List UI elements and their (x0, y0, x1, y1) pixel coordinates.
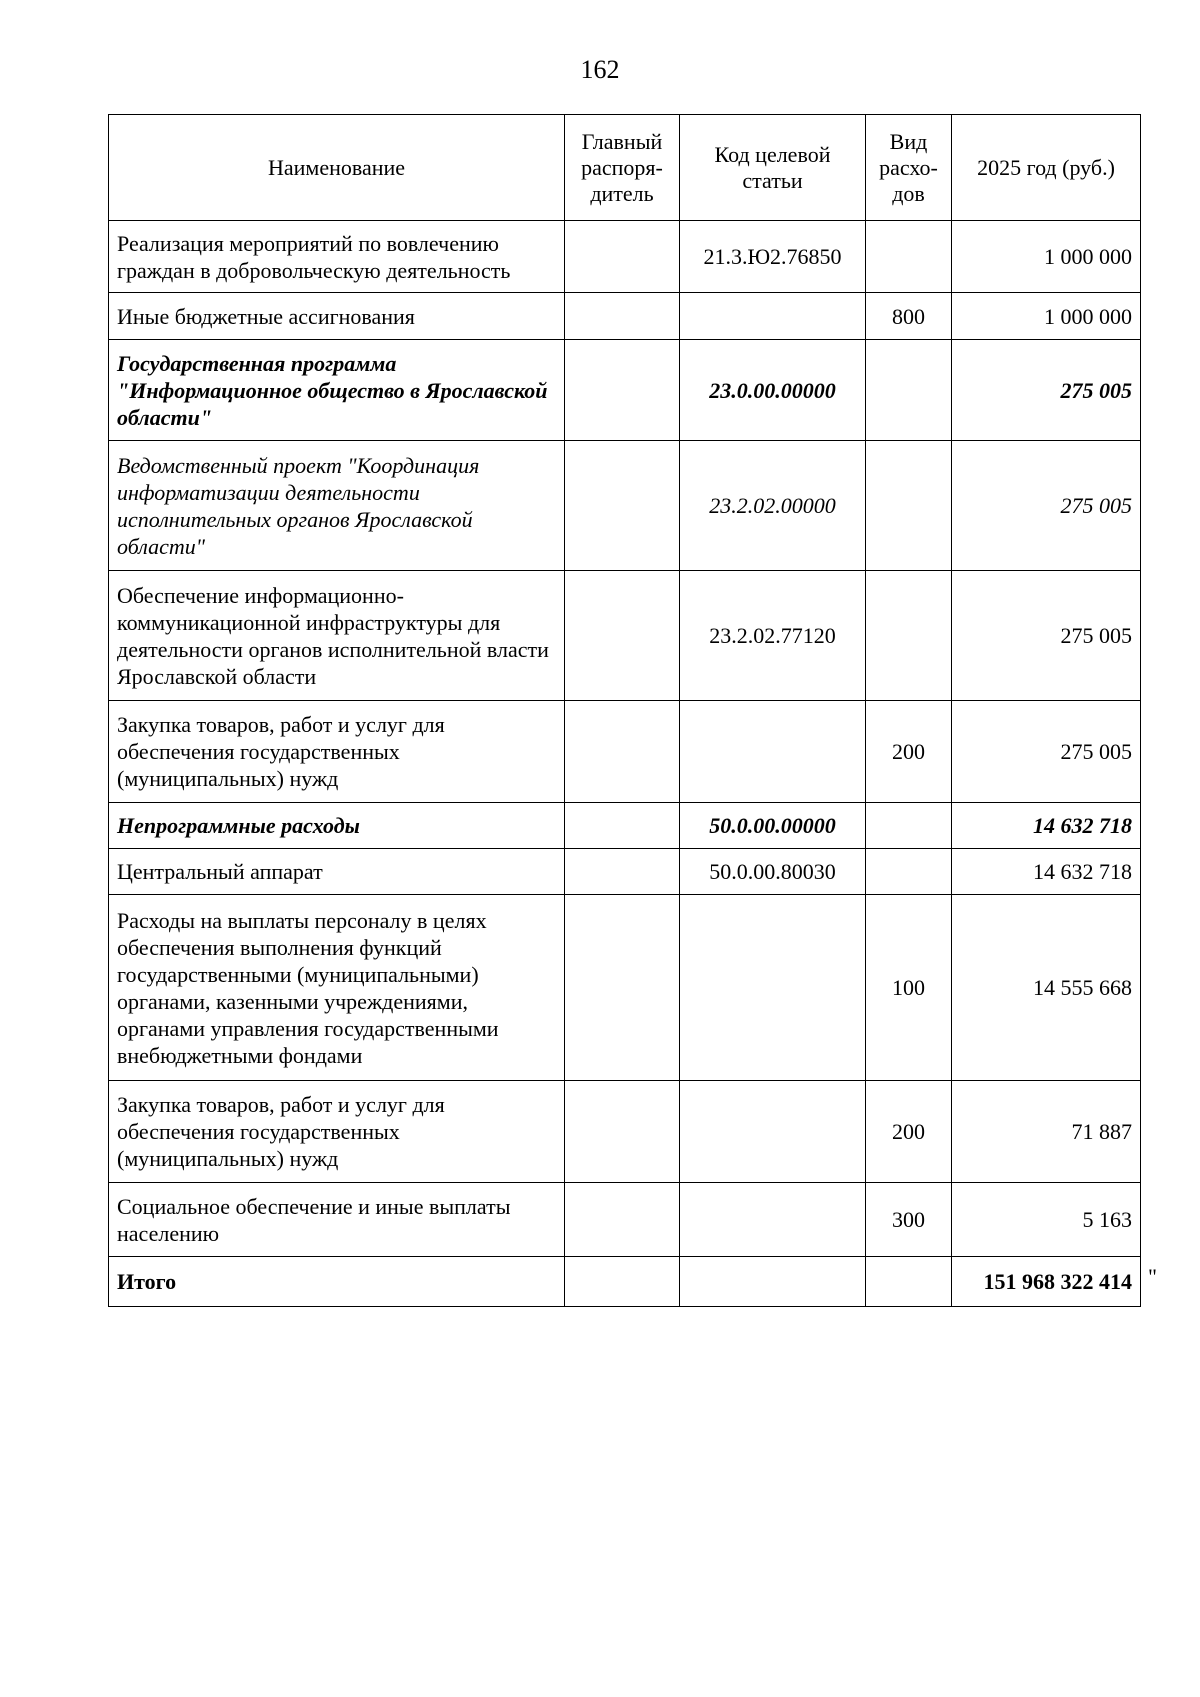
table-row-total (109, 1257, 1141, 1307)
row-vid: 200 (866, 701, 952, 803)
row-vid (866, 849, 952, 895)
row-chief (565, 895, 680, 1081)
row-sum: 71 887 (952, 1081, 1141, 1183)
header-name: Наименование (109, 115, 565, 221)
row-name: Социальное обеспечение и иные выплаты населению (109, 1183, 565, 1257)
row-code (680, 701, 866, 803)
row-code (680, 1257, 866, 1307)
row-name: Закупка товаров, работ и услуг для обеспечения государственных (муниципальных) нужд (109, 1081, 565, 1183)
row-code (680, 1183, 866, 1257)
row-name: Ведомственный проект "Координация информатизации деятельности исполнительных органов Ярославской области" (109, 441, 565, 571)
row-sum: 14 555 668 (952, 895, 1141, 1081)
row-sum: 5 163 (952, 1183, 1141, 1257)
row-chief (565, 1081, 680, 1183)
row-name: Непрограммные расходы (109, 803, 565, 849)
row-vid (866, 803, 952, 849)
row-vid: 800 (866, 293, 952, 340)
row-vid (866, 441, 952, 571)
row-code (680, 1081, 866, 1183)
row-code: 23.2.02.77120 (680, 571, 866, 701)
row-code (680, 293, 866, 340)
row-chief (565, 1183, 680, 1257)
row-chief (565, 441, 680, 571)
row-name: Иные бюджетные ассигнования (109, 293, 565, 340)
row-code (680, 895, 866, 1081)
row-sum: 151 968 322 414 (952, 1257, 1141, 1307)
table-row (109, 849, 1141, 895)
row-vid (866, 571, 952, 701)
row-name: Закупка товаров, работ и услуг для обеспечения государственных (муниципальных) нужд (109, 701, 565, 803)
row-code: 21.3.Ю2.76850 (680, 221, 866, 293)
closing-quote-mark: " (1148, 1264, 1157, 1289)
row-chief (565, 803, 680, 849)
row-name: Реализация мероприятий по вовлечению граждан в добровольческую деятельность (109, 221, 565, 293)
row-chief (565, 293, 680, 340)
row-chief (565, 701, 680, 803)
header-code: Код целевой статьи (680, 115, 866, 221)
row-code: 50.0.00.00000 (680, 803, 866, 849)
row-sum: 14 632 718 (952, 803, 1141, 849)
row-chief (565, 340, 680, 441)
row-chief (565, 849, 680, 895)
header-sum: 2025 год (руб.) (952, 115, 1141, 221)
row-code: 23.2.02.00000 (680, 441, 866, 571)
table-row (109, 221, 1141, 293)
row-chief (565, 1257, 680, 1307)
row-sum: 1 000 000 (952, 221, 1141, 293)
row-name: Обеспечение информационно-коммуникационной инфраструктуры для деятельности органов исполнительной власти Ярославской области (109, 571, 565, 701)
table-row (109, 1081, 1141, 1183)
table-row (109, 293, 1141, 340)
header-chief: Главный распоря-дитель (565, 115, 680, 221)
table-row-program (109, 803, 1141, 849)
table-row (109, 895, 1141, 1081)
header-vid: Вид расхо-дов (866, 115, 952, 221)
row-sum: 275 005 (952, 340, 1141, 441)
table-row (109, 571, 1141, 701)
row-vid (866, 221, 952, 293)
budget-table (108, 114, 1141, 1307)
row-code: 50.0.00.80030 (680, 849, 866, 895)
row-name: Расходы на выплаты персоналу в целях обеспечения выполнения функций государственными (муниципальными) органами, казенными учреждениями, органами управления государственными внебюджетными фондами (109, 895, 565, 1081)
row-sum: 1 000 000 (952, 293, 1141, 340)
row-name: Итого (109, 1257, 565, 1307)
row-vid: 200 (866, 1081, 952, 1183)
row-code: 23.0.00.00000 (680, 340, 866, 441)
table-row-project (109, 441, 1141, 571)
row-chief (565, 571, 680, 701)
row-sum: 275 005 (952, 571, 1141, 701)
row-vid: 300 (866, 1183, 952, 1257)
table-row (109, 701, 1141, 803)
row-name: Государственная программа "Информационное общество в Ярославской области" (109, 340, 565, 441)
row-vid (866, 1257, 952, 1307)
row-sum: 275 005 (952, 701, 1141, 803)
page-number: 162 (580, 55, 620, 84)
row-vid: 100 (866, 895, 952, 1081)
table-header-row (109, 115, 1141, 221)
row-vid (866, 340, 952, 441)
row-sum: 14 632 718 (952, 849, 1141, 895)
table-row-program (109, 340, 1141, 441)
row-sum: 275 005 (952, 441, 1141, 571)
row-chief (565, 221, 680, 293)
table-row (109, 1183, 1141, 1257)
row-name: Центральный аппарат (109, 849, 565, 895)
